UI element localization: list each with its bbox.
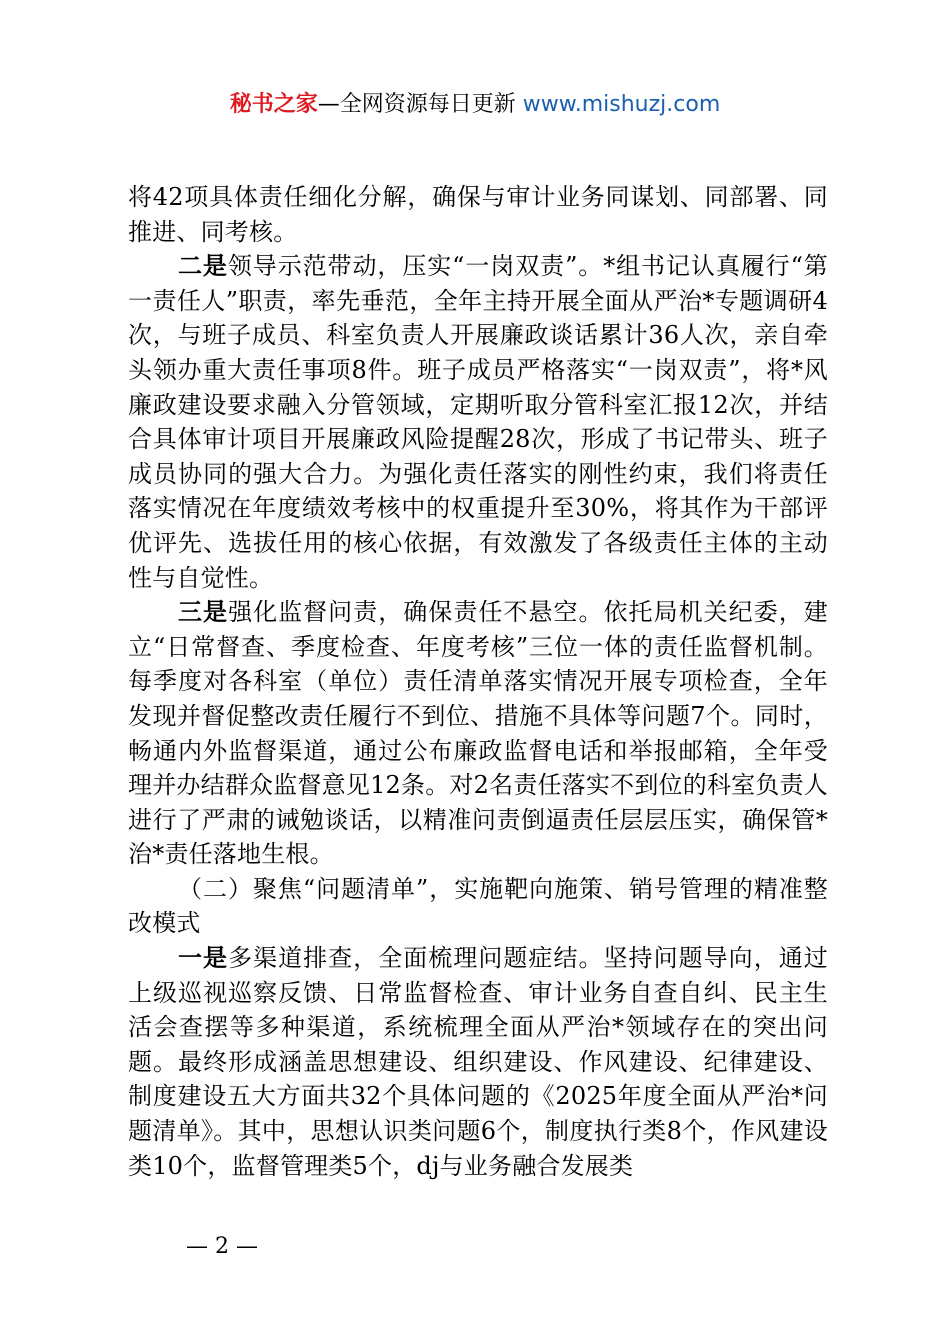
paragraph-lead: 二是 — [178, 251, 228, 281]
page-number: — 2 — — [186, 1234, 258, 1259]
paragraph-continuation — [128, 180, 828, 249]
paragraph-first-point — [128, 941, 828, 1183]
brand-name: 秘书之家 — [229, 92, 318, 117]
section-heading — [128, 872, 828, 941]
document-body — [128, 180, 828, 1183]
paragraph-third-point — [128, 595, 828, 872]
paragraph-text: 将42项具体责任细化分解，确保与审计业务同谋划、同部署、同推进、同考核。 — [128, 183, 828, 246]
paragraph-text: 强化监督问责，确保责任不悬空。依托局机关纪委，建立“日常督查、季度检查、年度考核”三位一体的责任监督机制。每季度对各科室（单位）责任清单落实情况开展专项检查，全年发现并督促整改责任履行不到位、措施不具体等问题7个。同时，畅通内外监督渠道，通过公布廉政监督电话和举报邮箱，全年受理并办结群众监督意见12条。对2名责任落实不到位的科室负责人进行了严肃的诫勉谈话，以精准问责倒逼责任层层压实，确保管*治*责任落地生根。 — [128, 598, 828, 869]
paragraph-text: 多渠道排查，全面梳理问题症结。坚持问题导向，通过上级巡视巡察反馈、日常监督检查、审计业务自查自纠、民主生活会查摆等多种渠道，系统梳理全面从严治*领域存在的突出问题。最终形成涵盖思想建设、组织建设、作风建设、纪律建设、制度建设五大方面共32个具体问题的《2025年度全面从严治*问题清单》。其中，思想认识类问题6个，制度执行类8个，作风建设类10个，监督管理类5个，dj与业务融合发展类 — [128, 944, 828, 1180]
section-heading-text: （二）聚焦“问题清单”，实施靶向施策、销号管理的精准整改模式 — [128, 874, 828, 938]
site-url-link[interactable]: www.mishuzj.com — [522, 92, 721, 117]
banner-slogan: —全网资源每日更新 — [317, 92, 516, 117]
site-banner — [0, 88, 950, 122]
paragraph-lead: 三是 — [178, 597, 229, 627]
paragraph-lead: 一是 — [178, 943, 229, 973]
paragraph-text: 领导示范带动，压实“一岗双责”。*组书记认真履行“第一责任人”职责，率先垂范，全年主持开展全面从严治*专题调研4次，与班子成员、科室负责人开展廉政谈话累计36人次，亲自牵头领办重大责任事项8件。班子成员严格落实“一岗双责”，将*风廉政建设要求融入分管领域，定期听取分管科室汇报12次，并结合具体审计项目开展廉政风险提醒28次，形成了书记带头、班子成员协同的强大合力。为强化责任落实的刚性约束，我们将责任落实情况在年度绩效考核中的权重提升至30%，将其作为干部评优评先、选拔任用的核心依据，有效激发了各级责任主体的主动性与自觉性。 — [128, 252, 828, 592]
paragraph-second-point — [128, 249, 828, 595]
